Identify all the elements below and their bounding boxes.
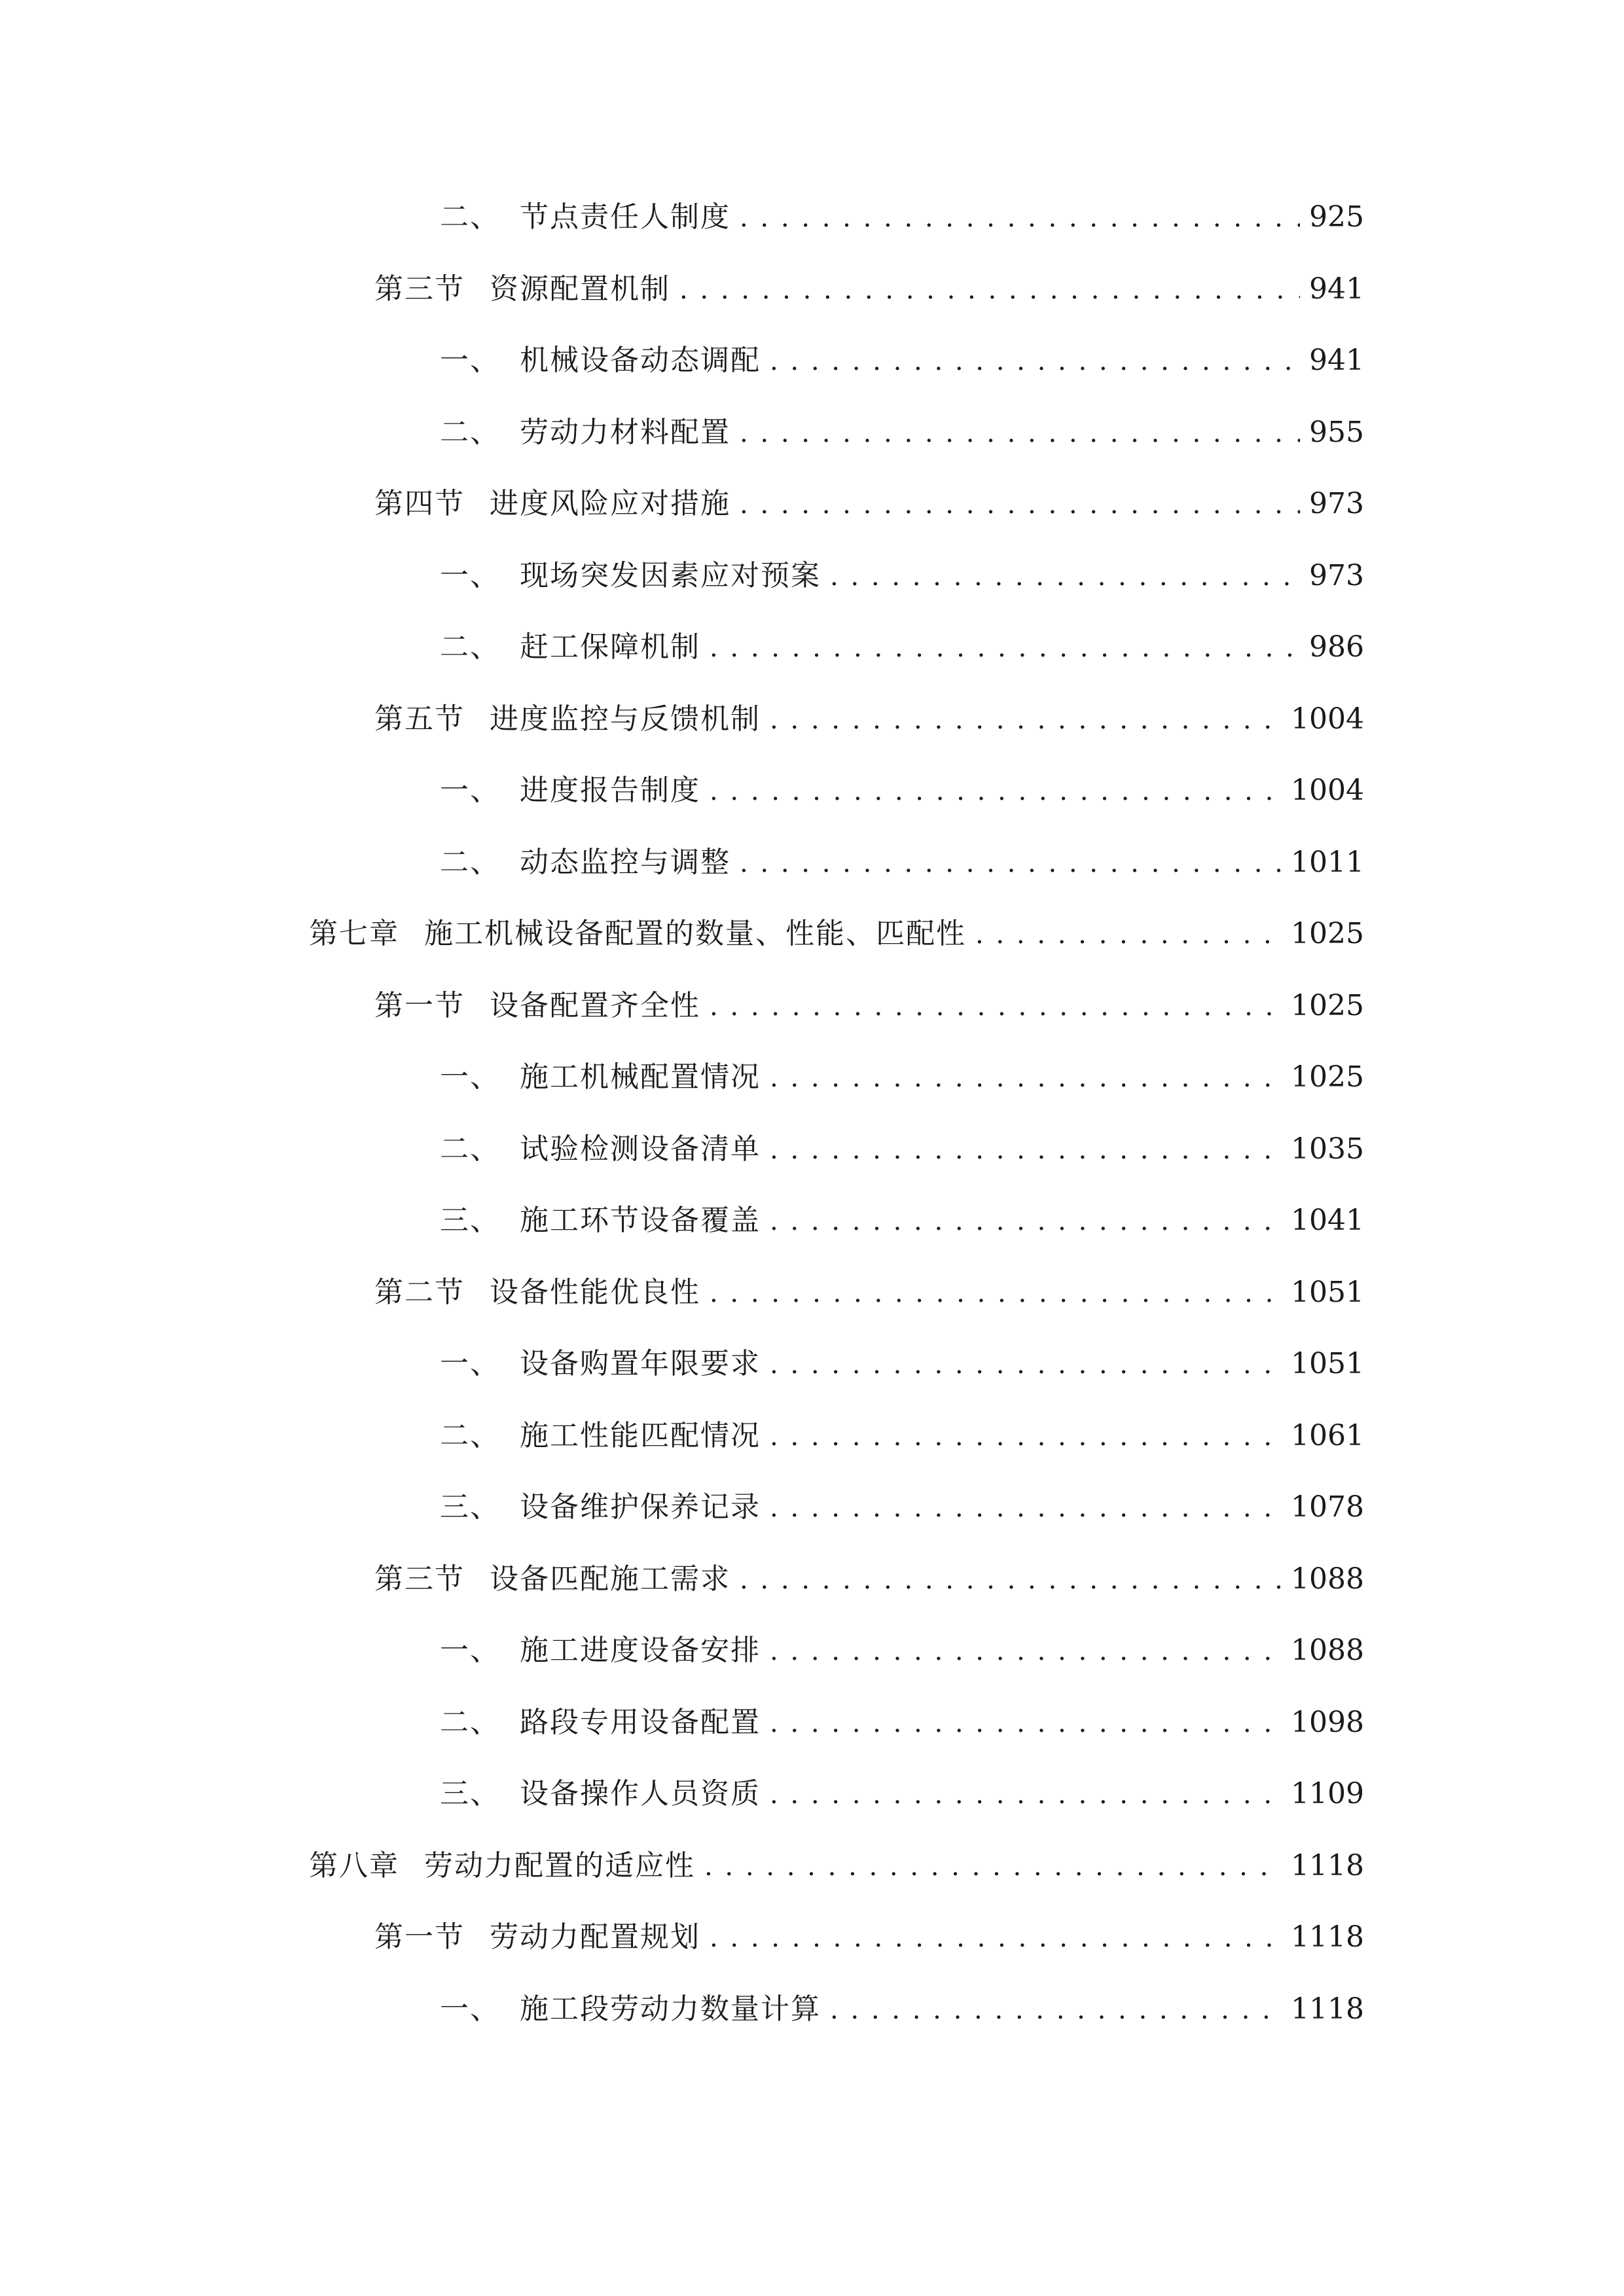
- toc-entry-page: 973: [1309, 487, 1364, 520]
- toc-entry-label: [440, 1488, 761, 1527]
- toc-entry[interactable]: [374, 700, 1364, 739]
- toc-entry-label: [374, 986, 700, 1026]
- toc-entry[interactable]: [440, 843, 1364, 882]
- toc-entry[interactable]: [440, 1774, 1364, 1814]
- toc-entry-title: 设备维护保养记录: [520, 1490, 761, 1524]
- toc-entry-label: [440, 556, 821, 596]
- toc-entry-page: 1025: [1291, 1060, 1364, 1094]
- toc-entry-page: 1098: [1291, 1706, 1364, 1739]
- toc-entry[interactable]: [440, 1488, 1364, 1527]
- toc-entry-title: 施工机械配置情况: [520, 1060, 761, 1094]
- toc-entry[interactable]: [374, 1273, 1364, 1312]
- dot-leader: [770, 1201, 1282, 1240]
- toc-entry-label: [440, 198, 731, 237]
- dot-leader: [830, 1990, 1282, 2029]
- toc-entry-prefix: 第一节: [374, 1920, 465, 1954]
- dot-leader: [770, 1631, 1282, 1670]
- dot-leader: [770, 1488, 1282, 1527]
- toc-entry[interactable]: [440, 341, 1364, 380]
- toc-entry[interactable]: [440, 1703, 1364, 1742]
- toc-entry[interactable]: [440, 1058, 1364, 1097]
- toc-entry-prefix: 一、: [440, 1060, 500, 1094]
- toc-entry[interactable]: [374, 270, 1364, 309]
- dot-leader: [770, 1416, 1282, 1456]
- dot-leader: [770, 1344, 1282, 1384]
- dot-leader: [704, 1846, 1282, 1886]
- dot-leader: [710, 1918, 1282, 1957]
- toc-entry-title: 资源配置机制: [490, 272, 670, 306]
- dot-leader: [770, 1130, 1282, 1169]
- toc-entry-prefix: 二、: [440, 1419, 500, 1452]
- toc-entry-prefix: 第一节: [374, 989, 465, 1022]
- toc-entry-prefix: 第三节: [374, 272, 465, 306]
- dot-leader: [740, 413, 1300, 452]
- toc-entry-label: [440, 1416, 761, 1456]
- dot-leader: [770, 1774, 1282, 1814]
- toc-entry-label: [374, 1273, 700, 1312]
- toc-entry-page: 1011: [1291, 846, 1364, 879]
- toc-entry-prefix: 三、: [440, 1204, 500, 1237]
- toc-entry-page: 1041: [1291, 1204, 1364, 1237]
- toc-entry-title: 试验检测设备清单: [520, 1132, 761, 1166]
- toc-entry-title: 赶工保障机制: [520, 630, 700, 664]
- toc-entry-prefix: 三、: [440, 1490, 500, 1524]
- toc-entry[interactable]: [440, 1130, 1364, 1169]
- toc-entry-label: [440, 628, 700, 667]
- toc-entry-label: [440, 1201, 761, 1240]
- toc-entry-title: 劳动力配置规划: [490, 1920, 700, 1954]
- dot-leader: [710, 628, 1300, 667]
- toc-entry[interactable]: [309, 914, 1364, 954]
- toc-entry-prefix: 第五节: [374, 702, 465, 736]
- toc-entry-title: 施工机械设备配置的数量、性能、匹配性: [424, 917, 966, 950]
- toc-entry-prefix: 二、: [440, 1132, 500, 1166]
- toc-entry-page: 1004: [1291, 774, 1364, 807]
- toc-entry-page: 1088: [1291, 1634, 1364, 1667]
- dot-leader: [740, 484, 1300, 524]
- toc-entry-prefix: 三、: [440, 1777, 500, 1810]
- toc-entry-prefix: 第二节: [374, 1276, 465, 1309]
- toc-entry[interactable]: [440, 198, 1364, 237]
- toc-entry[interactable]: [374, 1560, 1364, 1599]
- toc-entry-prefix: 一、: [440, 1992, 500, 2026]
- toc-entry-prefix: 一、: [440, 559, 500, 592]
- toc-entry[interactable]: [440, 1416, 1364, 1456]
- dot-leader: [770, 1703, 1282, 1742]
- toc-entry[interactable]: [374, 986, 1364, 1026]
- toc-entry-label: [440, 341, 761, 380]
- toc-entry-label: [309, 914, 966, 954]
- toc-entry[interactable]: [374, 1918, 1364, 1957]
- dot-leader: [740, 843, 1282, 882]
- toc-entry-title: 进度报告制度: [520, 774, 700, 807]
- toc-entry-page: 1035: [1291, 1132, 1364, 1166]
- toc-entry-prefix: 第八章: [309, 1849, 399, 1882]
- toc-entry-title: 进度监控与反馈机制: [490, 702, 761, 736]
- toc-entry-label: [440, 1703, 761, 1742]
- toc-entry-label: [440, 1344, 761, 1384]
- toc-entry-title: 路段专用设备配置: [520, 1706, 761, 1739]
- toc-entry-title: 节点责任人制度: [520, 200, 731, 234]
- dot-leader: [710, 771, 1282, 810]
- toc-entry-label: [440, 843, 731, 882]
- toc-entry[interactable]: [440, 771, 1364, 810]
- toc-entry-page: 925: [1309, 200, 1364, 234]
- toc-entry[interactable]: [440, 1201, 1364, 1240]
- toc-entry-page: 1025: [1291, 989, 1364, 1022]
- toc-entry-page: 1078: [1291, 1490, 1364, 1524]
- toc-entry-title: 设备性能优良性: [490, 1276, 700, 1309]
- toc-entry-prefix: 二、: [440, 416, 500, 449]
- toc-entry-prefix: 第四节: [374, 487, 465, 520]
- toc-entry-label: [309, 1846, 695, 1886]
- toc-entry-title: 施工进度设备安排: [520, 1634, 761, 1667]
- toc-entry-page: 1061: [1291, 1419, 1364, 1452]
- toc-entry-page: 1025: [1291, 917, 1364, 950]
- toc-entry-prefix: 一、: [440, 1634, 500, 1667]
- toc-entry-title: 进度风险应对措施: [490, 487, 731, 520]
- toc-entry[interactable]: [440, 1631, 1364, 1670]
- toc-entry-prefix: 二、: [440, 1706, 500, 1739]
- toc-entry-title: 设备匹配施工需求: [490, 1562, 731, 1596]
- toc-entry-page: 1004: [1291, 702, 1364, 736]
- toc-entry-title: 劳动力配置的适应性: [424, 1849, 695, 1882]
- toc-entry-label: [374, 1918, 700, 1957]
- toc-entry-prefix: 一、: [440, 1347, 500, 1380]
- toc-entry-page: 973: [1309, 559, 1364, 592]
- toc-entry-page: 1051: [1291, 1347, 1364, 1380]
- dot-leader: [710, 1273, 1282, 1312]
- toc-entry-prefix: 二、: [440, 846, 500, 879]
- toc-entry-prefix: 第七章: [309, 917, 399, 950]
- toc-entry-title: 设备配置齐全性: [490, 989, 700, 1022]
- dot-leader: [770, 700, 1282, 739]
- toc-entry-prefix: 一、: [440, 344, 500, 377]
- toc-entry-label: [374, 270, 670, 309]
- toc-entry[interactable]: [440, 556, 1364, 596]
- toc-entry-title: 设备操作人员资质: [520, 1777, 761, 1810]
- dot-leader: [770, 1058, 1282, 1097]
- toc-entry-title: 现场突发因素应对预案: [520, 559, 821, 592]
- toc-entry-page: 941: [1309, 272, 1364, 306]
- dot-leader: [770, 341, 1300, 380]
- toc-entry[interactable]: [309, 1846, 1364, 1886]
- dot-leader: [740, 1560, 1282, 1599]
- toc-entry-page: 1051: [1291, 1276, 1364, 1309]
- toc-entry-label: [374, 700, 761, 739]
- toc-entry[interactable]: [440, 1990, 1364, 2029]
- toc-entry-label: [374, 484, 731, 524]
- toc-entry-title: 设备购置年限要求: [520, 1347, 761, 1380]
- toc-entry-label: [440, 413, 731, 452]
- toc-entry-label: [374, 1560, 731, 1599]
- toc-entry-label: [440, 1058, 761, 1097]
- toc-entry-title: 施工性能匹配情况: [520, 1419, 761, 1452]
- toc-entry[interactable]: [440, 1344, 1364, 1384]
- toc-entry[interactable]: [374, 484, 1364, 524]
- toc-entry-page: 1118: [1291, 1992, 1364, 2026]
- toc-entry-label: [440, 1990, 821, 2029]
- toc-entry-page: 955: [1309, 416, 1364, 449]
- toc-entry-label: [440, 771, 700, 810]
- toc-entry-label: [440, 1130, 761, 1169]
- dot-leader: [975, 914, 1282, 954]
- toc-entry-label: [440, 1774, 761, 1814]
- toc-entry-title: 施工段劳动力数量计算: [520, 1992, 821, 2026]
- toc-entry-title: 动态监控与调整: [520, 846, 731, 879]
- toc-entry-prefix: 二、: [440, 200, 500, 234]
- dot-leader: [830, 556, 1300, 596]
- toc-entry-label: [440, 1631, 761, 1670]
- toc-entry-prefix: 二、: [440, 630, 500, 664]
- toc-entry-title: 施工环节设备覆盖: [520, 1204, 761, 1237]
- toc-entry-page: 1088: [1291, 1562, 1364, 1596]
- toc-entry-page: 1118: [1291, 1920, 1364, 1954]
- dot-leader: [710, 986, 1282, 1026]
- toc-entry-prefix: 第三节: [374, 1562, 465, 1596]
- toc-entry-prefix: 一、: [440, 774, 500, 807]
- toc-entry-title: 机械设备动态调配: [520, 344, 761, 377]
- toc-entry-page: 1109: [1291, 1777, 1364, 1810]
- toc-entry-page: 1118: [1291, 1849, 1364, 1882]
- dot-leader: [679, 270, 1300, 309]
- toc-entry-title: 劳动力材料配置: [520, 416, 731, 449]
- toc-entry[interactable]: [440, 413, 1364, 452]
- toc-entry-page: 941: [1309, 344, 1364, 377]
- dot-leader: [740, 198, 1300, 237]
- toc-entry-page: 986: [1309, 630, 1364, 664]
- toc-entry[interactable]: [440, 628, 1364, 667]
